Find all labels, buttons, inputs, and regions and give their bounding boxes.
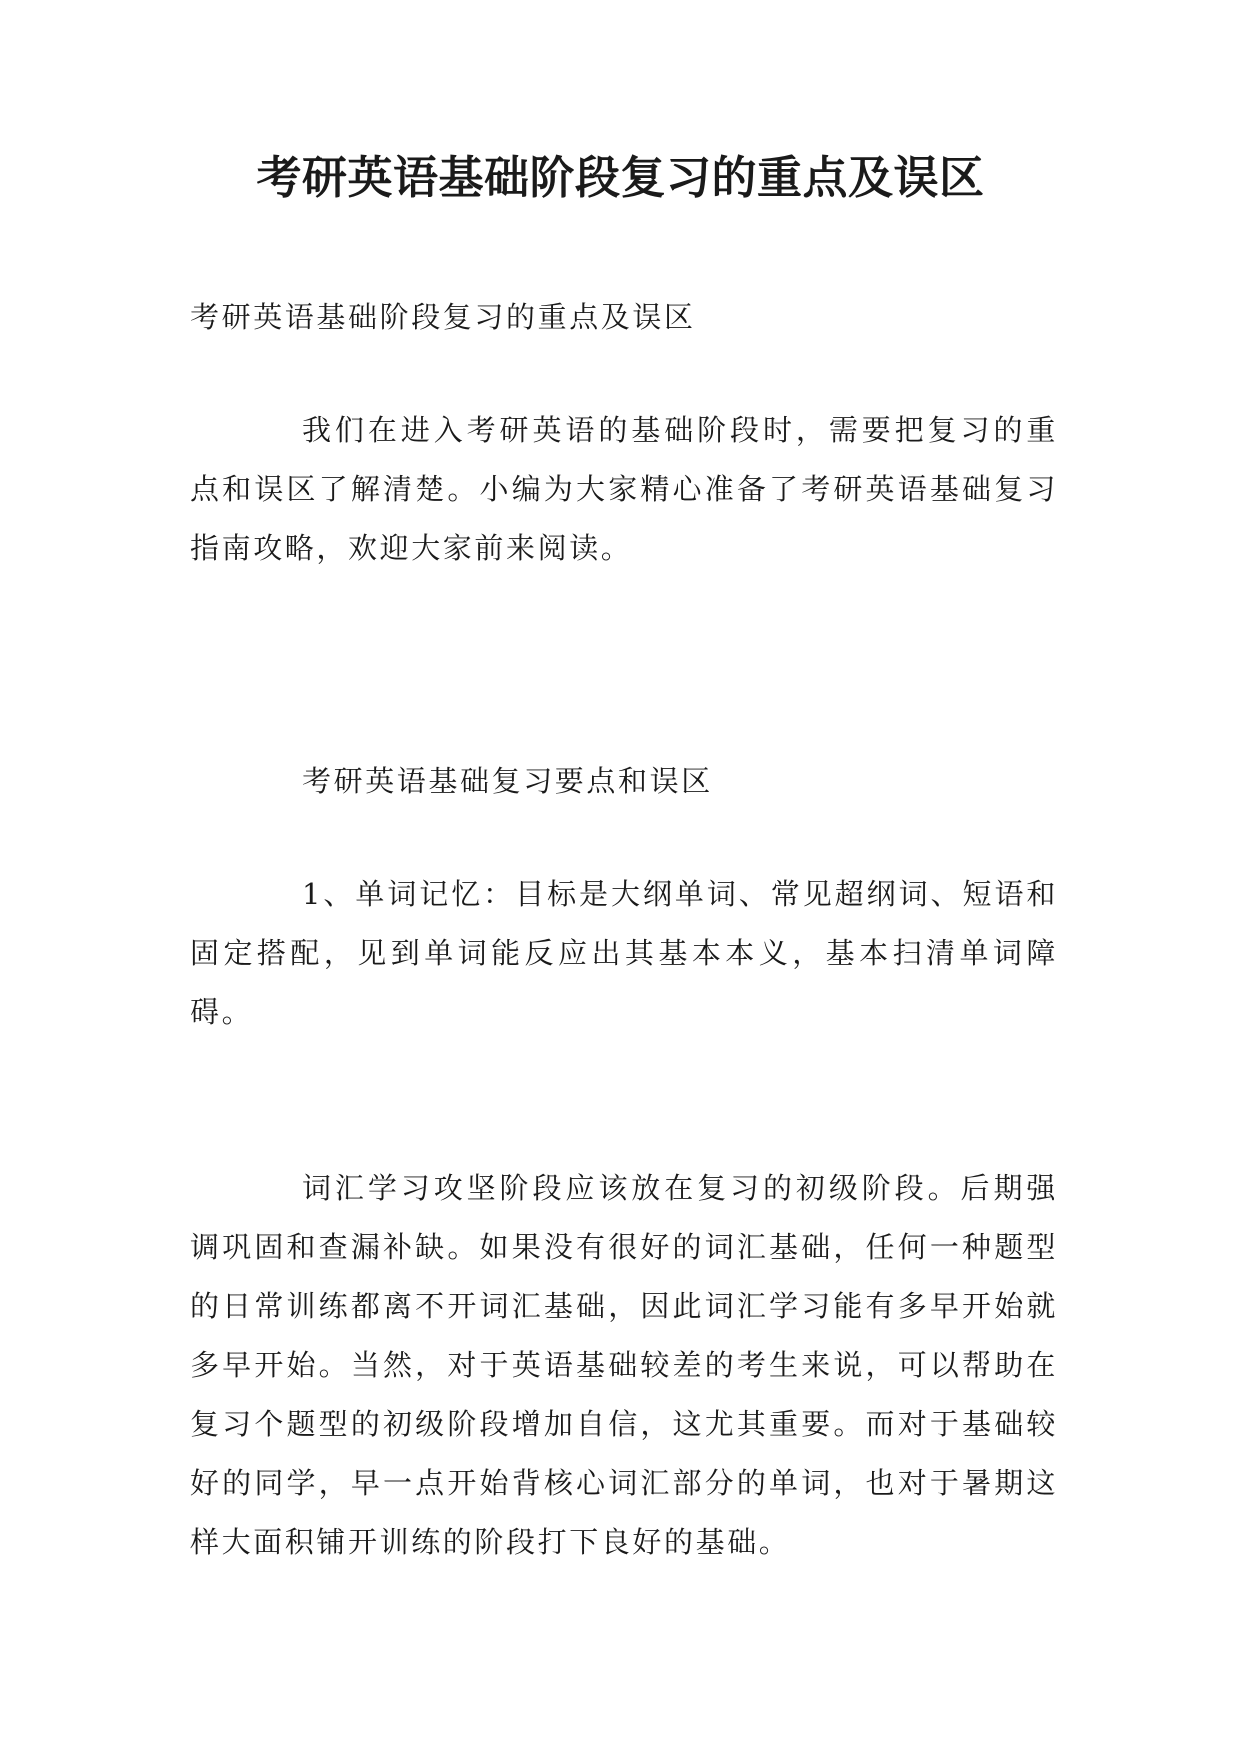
document-title: 考研英语基础阶段复习的重点及误区 — [256, 151, 985, 204]
vocab-paragraph: 词汇学习攻坚阶段应该放在复习的初级阶段。后期强调巩固和查漏补缺。如果没有很好的词汇基础，任何一种题型的日常训练都离不开词汇基础，因此词汇学习能有多早开始就多早开始。当然，对于英语基础较差的考生来说，可以帮助在复习个题型的初级阶段增加自信，这尤其重要。而对于基础较好的同学，早一点开始背核心词汇部分的单词，也对于暑期这样大面积铺开训练的阶段打下良好的基础。 — [190, 1171, 1058, 1559]
intro-paragraph: 我们在进入考研英语的基础阶段时，需要把复习的重点和误区了解清楚。小编为大家精心准备了考研英语基础复习指南攻略，欢迎大家前来阅读。 — [190, 413, 1058, 565]
item-1-paragraph: 1、单词记忆：目标是大纲单词、常见超纲词、短语和固定搭配，见到单词能反应出其基本本义，基本扫清单词障碍。 — [190, 877, 1058, 1029]
document-subtitle: 考研英语基础阶段复习的重点及误区 — [190, 300, 696, 334]
section-heading: 考研英语基础复习要点和误区 — [302, 764, 713, 798]
